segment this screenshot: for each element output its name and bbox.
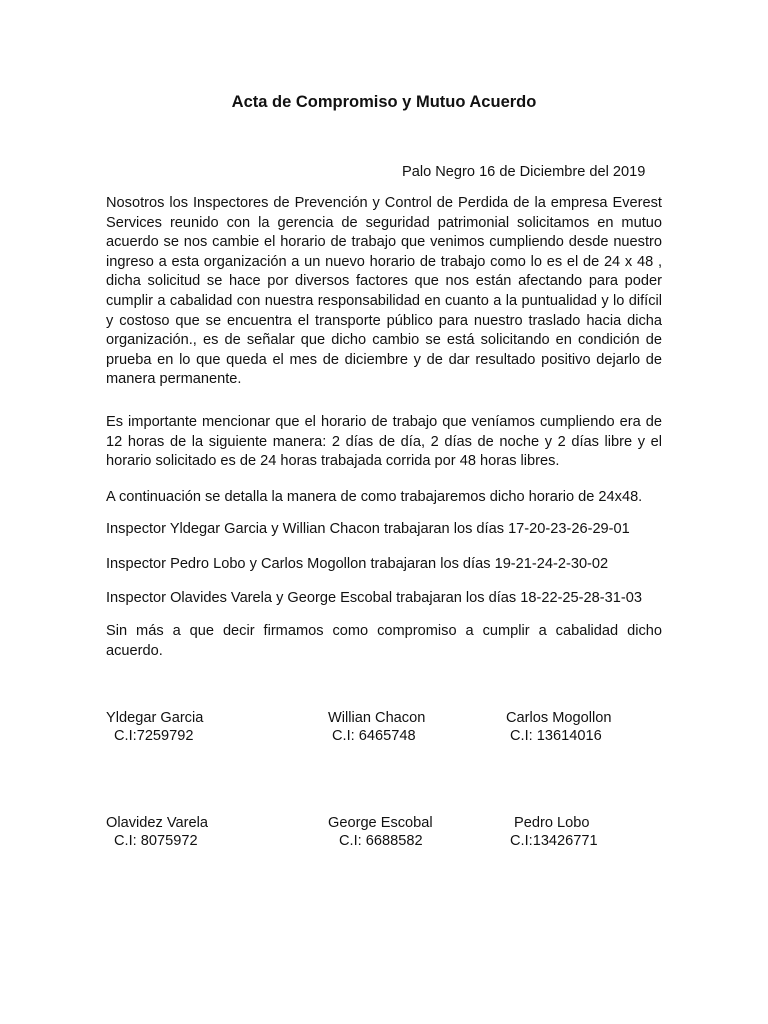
signature-ci: C.I:7259792 — [114, 728, 194, 744]
signature-ci: C.I: 13614016 — [510, 728, 602, 744]
signature-name: Willian Chacon — [328, 710, 426, 726]
signature-name: Olavidez Varela — [106, 815, 208, 831]
date-line: Palo Negro 16 de Diciembre del 2019 — [402, 164, 646, 180]
signature-ci: C.I: 8075972 — [114, 833, 198, 849]
signature-name: Carlos Mogollon — [506, 710, 612, 726]
signature-ci: C.I: 6688582 — [339, 833, 423, 849]
paragraph-shift-1: Inspector Yldegar Garcia y Willian Chacon trabajaran los días 17-20-23-26-29-01 — [106, 521, 630, 537]
paragraph-closing: Sin más a que decir firmamos como compromiso a cumplir a cabalidad dicho acuerdo. — [106, 623, 662, 659]
paragraph-request: Nosotros los Inspectores de Prevención y Control de Perdida de la empresa Everest Services reunido con la gerencia de seguridad patrimonial solicitamos en mutuo acuerdo se nos cambie el horario de trabajo que venimos cumpliendo desde nuestro ingreso a esta organización a un nuevo horario de trabajo como lo es el de 24 x 48 , dicha solicitud se hace por diversos factores que nos están afectando para poder cumplir a cabalidad con nuestra responsabilidad en cuanto a la puntualidad y lo difícil y costoso que se encuentra el transporte público para nuestro traslado hacia dicha organización., es de señalar que dicho cambio se está solicitando en condición de prueba en lo que queda el mes de diciembre y de dar resultado positivo dejarlo de manera permanente. — [106, 195, 662, 388]
signature-name: Pedro Lobo — [514, 815, 590, 831]
paragraph-schedule-info: Es importante mencionar que el horario de trabajo que veníamos cumpliendo era de 12 horas de la siguiente manera: 2 días de día, 2 días de noche y 2 días libre y el horario solicitado es de 24 horas trabajada corrida por 48 horas libres. — [106, 414, 662, 470]
signature-name: George Escobal — [328, 815, 433, 831]
paragraph-shift-3: Inspector Olavides Varela y George Escobal trabajaran los días 18-22-25-28-31-03 — [106, 590, 642, 606]
signature-name: Yldegar Garcia — [106, 710, 204, 726]
signature-ci: C.I:13426771 — [510, 833, 598, 849]
signature-ci: C.I: 6465748 — [332, 728, 416, 744]
paragraph-shift-2: Inspector Pedro Lobo y Carlos Mogollon trabajaran los días 19-21-24-2-30-02 — [106, 556, 609, 572]
paragraph-intro-schedule: A continuación se detalla la manera de como trabajaremos dicho horario de 24x48. — [106, 489, 643, 505]
document-title: Acta de Compromiso y Mutuo Acuerdo — [231, 93, 537, 111]
